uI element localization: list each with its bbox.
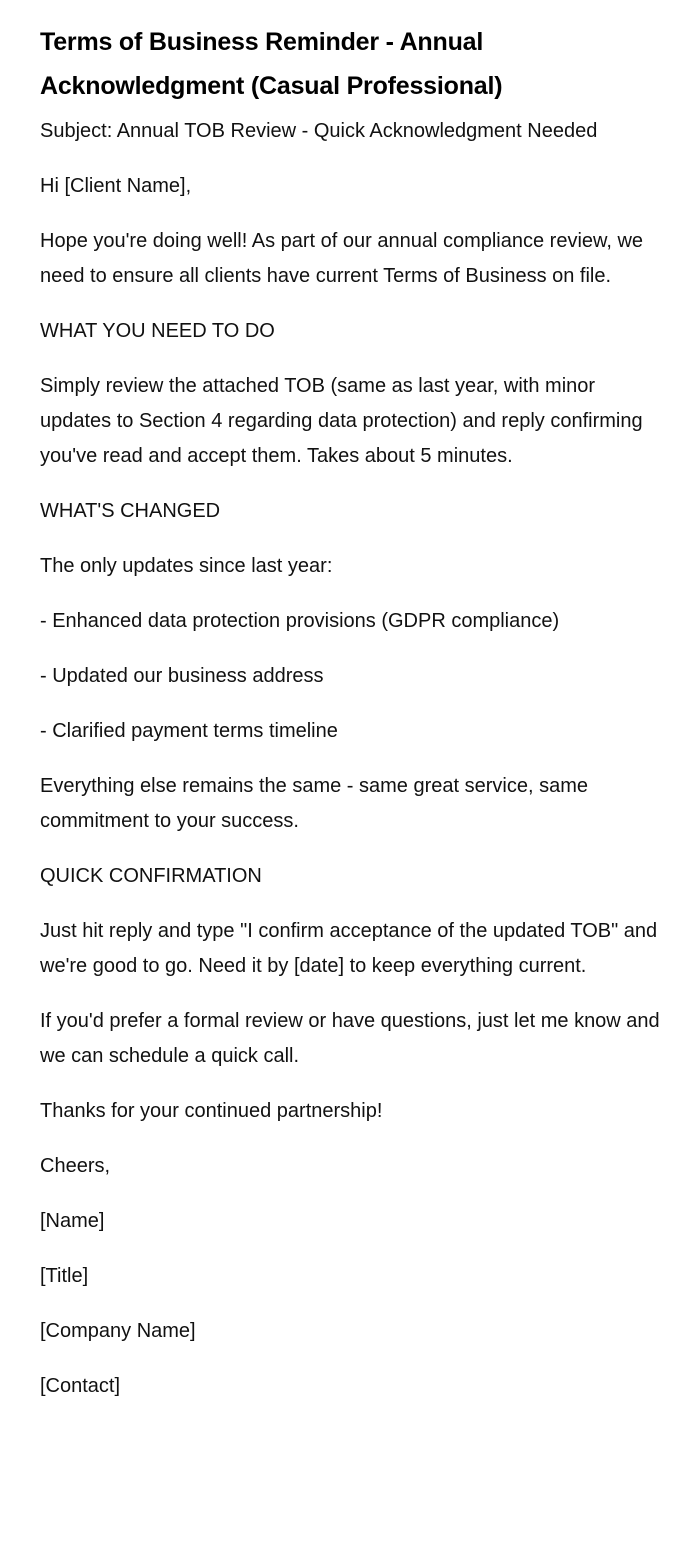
section-heading-todo: WHAT YOU NEED TO DO	[40, 320, 275, 342]
document-title: Terms of Business Reminder - Annual Acknowledgment (Casual Professional)	[40, 28, 503, 100]
intro-paragraph: Hope you're doing well! As part of our annual compliance review, we need to ensure all clients have current Terms of Business on file.	[40, 230, 644, 287]
thanks-line: Thanks for your continued partnership!	[40, 1100, 383, 1122]
email-subject: Subject: Annual TOB Review - Quick Acknowledgment Needed	[40, 120, 598, 142]
section-body-todo: Simply review the attached TOB (same as last year, with minor updates to Section 4 regarding data protection) and reply confirming you've read and accept them. Takes about 5 minutes.	[40, 375, 643, 467]
section-body-confirm: Just hit reply and type "I confirm acceptance of the updated TOB" and we're good to go. Need it by [date] to keep everything current.	[40, 920, 658, 977]
formal-review-note: If you'd prefer a formal review or have questions, just let me know and we can schedule a quick call.	[40, 1010, 660, 1067]
signature-contact: [Contact]	[40, 1375, 121, 1397]
change-item: - Updated our business address	[40, 665, 324, 687]
section-heading-confirm: QUICK CONFIRMATION	[40, 865, 262, 887]
section-intro-changed: The only updates since last year:	[40, 555, 333, 577]
signature-title: [Title]	[40, 1265, 89, 1287]
section-closing-changed: Everything else remains the same - same great service, same commitment to your success.	[40, 775, 588, 832]
change-item: - Clarified payment terms timeline	[40, 720, 338, 742]
change-item: - Enhanced data protection provisions (GDPR compliance)	[40, 610, 560, 632]
signature-name: [Name]	[40, 1210, 105, 1232]
signature-company: [Company Name]	[40, 1320, 196, 1342]
greeting: Hi [Client Name],	[40, 175, 192, 197]
signoff: Cheers,	[40, 1155, 111, 1177]
section-heading-changed: WHAT'S CHANGED	[40, 500, 221, 522]
